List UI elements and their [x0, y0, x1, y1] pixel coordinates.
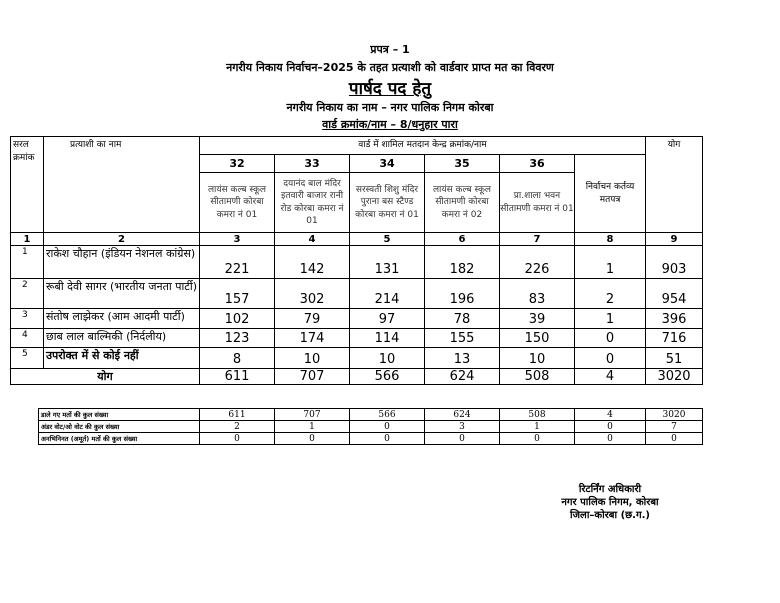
summary-value: 0 [575, 433, 646, 445]
vote-count: 8 [200, 348, 275, 369]
row-total: 954 [646, 279, 703, 309]
vote-count: 214 [350, 279, 425, 309]
vote-count: 182 [425, 246, 500, 279]
summary-value: 0 [500, 433, 575, 445]
column-number: 5 [350, 233, 425, 246]
summary-value: 624 [425, 409, 500, 421]
grand-total: 3020 [646, 369, 703, 385]
results-table [10, 136, 703, 385]
vote-count: 10 [500, 348, 575, 369]
summary-value: 0 [425, 433, 500, 445]
summary-value: 3 [425, 421, 500, 433]
summary-value: 0 [200, 433, 275, 445]
total-votes: 566 [350, 369, 425, 385]
vote-count: 226 [500, 246, 575, 279]
summary-row [39, 421, 703, 433]
candidate-row [11, 329, 703, 348]
vote-count: 83 [500, 279, 575, 309]
header-postal: निर्वाचन कर्तव्य मतपत्र [575, 155, 646, 233]
urban-body-name: नगरीय निकाय का नाम – नगर पालिक निगम कोरबा [286, 101, 494, 114]
candidate-row [11, 309, 703, 329]
postal-votes: 0 [575, 329, 646, 348]
document-title: नगरीय निकाय निर्वाचन–2025 के तहत प्रत्याशी को वार्डवार प्राप्त मत का विवरण [226, 61, 554, 74]
summary-value: 0 [350, 421, 425, 433]
summary-value: 508 [500, 409, 575, 421]
summary-label: अंडर वोट/ओ वोट की कुल संख्या [39, 421, 200, 433]
serial-number: 5 [11, 348, 44, 369]
vote-count: 196 [425, 279, 500, 309]
summary-row [39, 433, 703, 445]
vote-count: 131 [350, 246, 425, 279]
postal-votes: 0 [575, 348, 646, 369]
summary-value: 611 [200, 409, 275, 421]
summary-value: 1 [500, 421, 575, 433]
candidate-name: रूबी देवी सागर (भारतीय जनता पार्टी) [44, 279, 200, 309]
signatory-office: नगर पालिक निगम, कोरबा [561, 497, 659, 508]
vote-count: 123 [200, 329, 275, 348]
total-votes: 707 [275, 369, 350, 385]
vote-count: 10 [275, 348, 350, 369]
row-total: 903 [646, 246, 703, 279]
summary-table [38, 408, 703, 445]
summary-label: डाले गए मतों की कुल संख्या [39, 409, 200, 421]
total-votes: 624 [425, 369, 500, 385]
booth-name: दयानंद बाल मंदिर इतवारी बाजार रानी रोड कोरबा कमरा नं 01 [275, 173, 350, 233]
candidate-row [11, 246, 703, 279]
vote-count: 155 [425, 329, 500, 348]
summary-value: 0 [350, 433, 425, 445]
serial-number: 1 [11, 246, 44, 279]
summary-label: अनभिनिनत (अमूर्त) मतों की कुल संख्या [39, 433, 200, 445]
serial-number: 3 [11, 309, 44, 329]
column-number: 7 [500, 233, 575, 246]
vote-count: 157 [200, 279, 275, 309]
summary-value: 707 [275, 409, 350, 421]
summary-value: 3020 [646, 409, 703, 421]
total-votes: 508 [500, 369, 575, 385]
row-total: 51 [646, 348, 703, 369]
booth-name: प्रा.शाला भवन सीतामणी कमरा नं 01 [500, 173, 575, 233]
column-number: 4 [275, 233, 350, 246]
vote-count: 79 [275, 309, 350, 329]
summary-value: 0 [646, 433, 703, 445]
booth-name: सरस्वती शिशु मंदिर पुराना बस स्टैण्ड कोरबा कमरा नं 01 [350, 173, 425, 233]
header-total: योग [646, 137, 703, 233]
postal-votes: 1 [575, 246, 646, 279]
vote-count: 174 [275, 329, 350, 348]
row-total: 396 [646, 309, 703, 329]
postal-votes: 1 [575, 309, 646, 329]
signatory-district: जिला–कोरबा (छ.ग.) [570, 510, 650, 521]
row-total: 716 [646, 329, 703, 348]
booth-number: 35 [425, 155, 500, 173]
candidate-name: राकेश चौहान (इंडियन नेशनल कांग्रेस) [44, 246, 200, 279]
column-number: 6 [425, 233, 500, 246]
vote-count: 39 [500, 309, 575, 329]
column-number: 3 [200, 233, 275, 246]
column-number: 1 [11, 233, 44, 246]
vote-count: 114 [350, 329, 425, 348]
booth-name: लायंस कल्ब स्कूल सीतामणी कोरबा कमरा नं 01 [200, 173, 275, 233]
total-label: योग [11, 369, 200, 385]
ward-heading: वार्ड क्रमांक/नाम – 8/धनुहार पारा [322, 118, 458, 131]
summary-value: 7 [646, 421, 703, 433]
booth-number: 32 [200, 155, 275, 173]
total-row [11, 369, 703, 385]
summary-row [39, 409, 703, 421]
candidate-row [11, 279, 703, 309]
summary-value: 0 [575, 421, 646, 433]
column-number: 2 [44, 233, 200, 246]
total-votes: 611 [200, 369, 275, 385]
booth-name: लायंस कल्ब स्कूल सीतामणी कोरबा कमरा नं 02 [425, 173, 500, 233]
vote-count: 10 [350, 348, 425, 369]
booth-number: 36 [500, 155, 575, 173]
candidate-name: उपरोक्त में से कोई नहीं [44, 348, 200, 369]
candidate-row [11, 348, 703, 369]
booth-number: 33 [275, 155, 350, 173]
vote-count: 150 [500, 329, 575, 348]
vote-count: 102 [200, 309, 275, 329]
column-number: 9 [646, 233, 703, 246]
vote-count: 221 [200, 246, 275, 279]
header-candidate: प्रत्याशी का नाम [44, 137, 200, 233]
vote-count: 302 [275, 279, 350, 309]
vote-count: 78 [425, 309, 500, 329]
candidate-name: छाब लाल बाल्मिकी (निर्दलीय) [44, 329, 200, 348]
summary-value: 4 [575, 409, 646, 421]
summary-value: 1 [275, 421, 350, 433]
column-number: 8 [575, 233, 646, 246]
vote-count: 13 [425, 348, 500, 369]
post-heading: पार्षद पद हेतु [348, 79, 432, 99]
vote-count: 142 [275, 246, 350, 279]
postal-votes: 2 [575, 279, 646, 309]
summary-value: 566 [350, 409, 425, 421]
total-postal: 4 [575, 369, 646, 385]
signatory-title: रिटर्निंग अधिकारी [578, 484, 642, 495]
header-serial: सरल क्रमांक [11, 137, 44, 233]
serial-number: 4 [11, 329, 44, 348]
vote-count: 97 [350, 309, 425, 329]
booth-number: 34 [350, 155, 425, 173]
serial-number: 2 [11, 279, 44, 309]
form-number: प्रपत्र – 1 [370, 43, 410, 56]
candidate-name: संतोष लाझेकर (आम आदमी पार्टी) [44, 309, 200, 329]
summary-value: 0 [275, 433, 350, 445]
summary-value: 2 [200, 421, 275, 433]
header-booths: वार्ड में शामिल मतदान केन्द्र क्रमांक/नाम [200, 137, 646, 155]
